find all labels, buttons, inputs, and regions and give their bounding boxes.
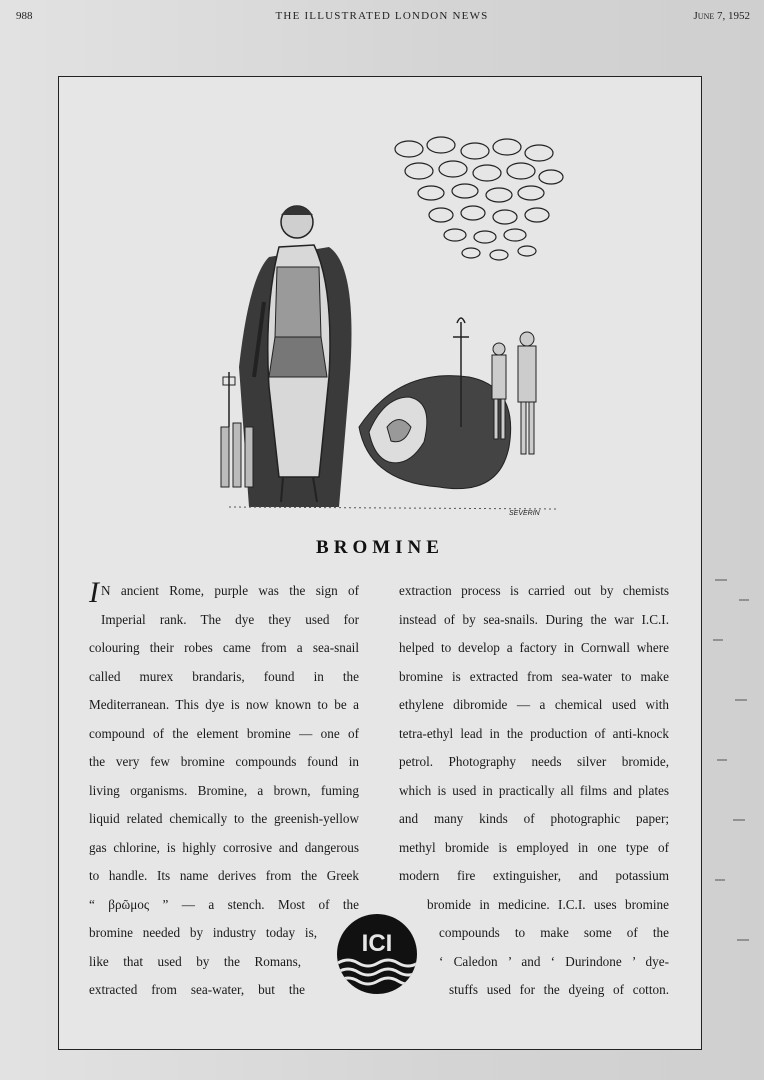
text-line: “ βρῶμος ” — a stench. Most of the — [89, 896, 359, 912]
text-line: N ancient Rome, purple was the sign of — [101, 583, 359, 598]
text-line: liquid related chemically to the greenish-yellow — [89, 811, 359, 826]
text-line: modern fire extinguisher, and potassium — [399, 868, 669, 883]
text-line: bromine needed by industry today is, — [89, 925, 317, 940]
text-line: tetra-ethyl lead in the production of anti-knock — [399, 725, 669, 741]
body-column-right — [399, 577, 669, 1005]
text-line: stuffs used for the dyeing of cotton. — [449, 982, 669, 997]
ad-headline: BROMINE — [316, 537, 444, 558]
text-line: methyl bromide is employed in one type of — [399, 839, 669, 855]
text-line: called murex brandaris, found in the — [89, 668, 359, 684]
text-line: the very few bromine compounds found in — [89, 754, 359, 769]
page-number: 988 — [16, 10, 33, 22]
text-line: compound of the element bromine — one of — [89, 725, 359, 741]
text-line: extracted from sea-water, but the — [89, 982, 305, 997]
text-line: ethylene dibromide — a chemical used with — [399, 697, 669, 712]
margin-marks — [705, 560, 755, 1020]
advertisement-frame — [58, 76, 702, 1050]
text-line: bromide in medicine. I.C.I. uses bromine — [427, 896, 669, 912]
text-line: extraction process is carried out by chemists — [399, 583, 669, 598]
text-line: compounds to make some of the — [439, 925, 669, 940]
text-line: ‘ Caledon ’ and ‘ Durindone ’ dye- — [439, 953, 669, 969]
page-header — [0, 10, 764, 30]
murex-shell — [359, 376, 511, 489]
text-line: bromine is extracted from sea-water to make — [399, 668, 669, 684]
body-column-left — [89, 577, 359, 1005]
text-line: colouring their robes came from a sea-snail — [89, 640, 359, 655]
text-line: Imperial rank. The dye they used for — [101, 611, 359, 627]
publication-title: THE ILLUSTRATED LONDON NEWS — [275, 10, 489, 22]
text-line: instead of by sea-snails. During the war I.C.I. — [399, 611, 669, 627]
drop-cap: I — [89, 576, 99, 609]
issue-date: June 7, 1952 — [693, 10, 750, 22]
logo-text: ICI — [361, 930, 393, 957]
text-line: petrol. Photography needs silver bromide, — [399, 754, 669, 769]
illustration-signature: SEVERIN — [509, 510, 540, 517]
text-line: living organisms. Bromine, a brown, fuming — [89, 782, 359, 798]
text-line: helped to develop a factory in Cornwall where — [399, 640, 669, 655]
text-line: like that used by the Romans, — [89, 953, 301, 969]
text-line: gas chlorine, is highly corrosive and dangerous — [89, 839, 359, 855]
text-line: which is used in practically all films and plates — [399, 782, 669, 798]
emperor-figure — [239, 206, 352, 507]
roman-emperor-illustration — [209, 127, 569, 517]
clouds-drawing — [395, 137, 563, 260]
text-line: and many kinds of photographic paper; — [399, 811, 669, 826]
ici-logo-icon — [336, 913, 418, 995]
text-line: Mediterranean. This dye is now known to be a — [89, 697, 359, 712]
text-line: to handle. Its name derives from the Greek — [89, 868, 359, 883]
